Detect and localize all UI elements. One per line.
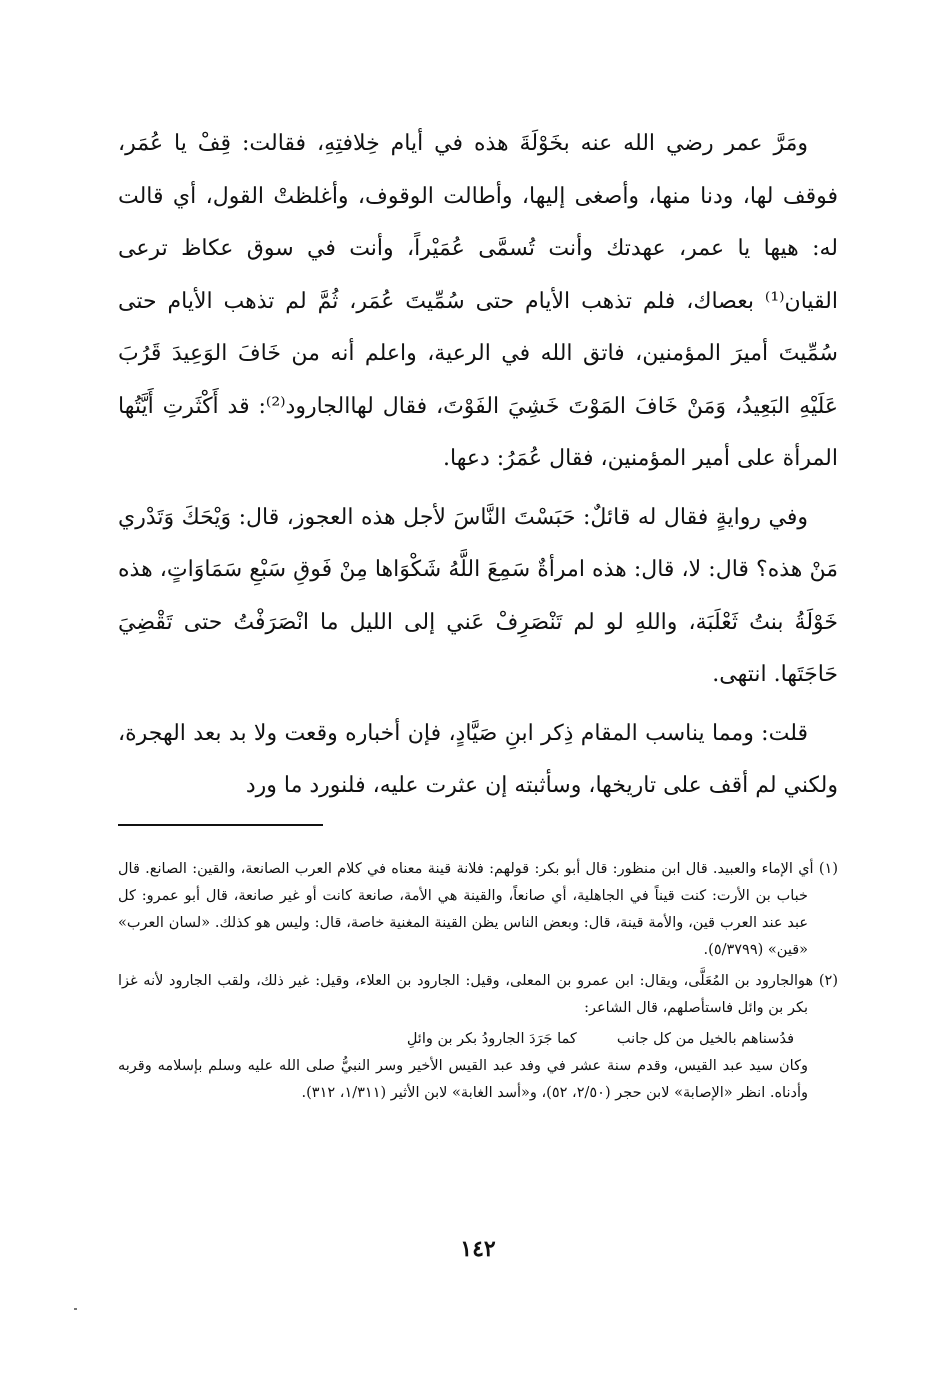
page-number: ١٤٢ — [460, 1236, 496, 1262]
paragraph-2: وفي روايةٍ فقال له قائلٌ: حَبَسْتَ النَّاسَ لأجل هذه العجوز، قال: وَيْحَكَ وَتَدْري مَنْ هذه؟ قال: لا، قال: هذه امرأةٌ سَمِعَ اللَّهُ شَكْوَاها مِنْ فَوقِ سَبْعِ سَمَاوَاتٍ، هذه خَوْلَةُ بنتُ ثَعْلَبَة، واللهِ لو لم تَنْصَرِفْ عَني إلى الليل ما انْصَرَفْتُ حتى تَقْضِيَ حَاجَتَها. انتهى. — [118, 504, 838, 687]
verse-first-hemistich: فدُسناهم بالخيل من كل جانب — [616, 1031, 794, 1047]
footnote-2: (٢) هوالجارود بن المُعَلَّى، ويقال: ابن عمرو بن المعلى، وقيل: الجارود بن العلاء، وقيل: غير ذلك، ولقب الجارود لأنه غزا بكر بن وائل فاستأصلهم، قال الشاعر: — [118, 973, 838, 1016]
page — [118, 118, 839, 1262]
footnotes — [118, 856, 838, 1107]
paragraph-3: قلت: ومما يناسب المقام ذِكر ابنِ صَيَّادٍ، فإن أخباره وقعت ولا بد بعد الهجرة، ولكني لم أقف على تاريخها، وسأثبته إن عثرت عليه، فلنورد ما ورد — [118, 720, 838, 798]
verse-second-hemistich: كما جَرَدَ الجارودُ بكر بن وائلِ — [406, 1031, 577, 1047]
scan-speck — [74, 1308, 77, 1310]
footnote-2-verse — [118, 1026, 838, 1053]
main-text — [118, 118, 838, 813]
footnote-separator — [118, 824, 323, 826]
footnote-2-continuation: وكان سيد عبد القيس، وقدم سنة عشر في وفد عبد القيس الأخير وسر النبيُّ صلى الله عليه وسلم بإسلامه وقربه وأدناه. انظر «الإصابة» لابن حجر (٢/٥٠، ٥٢)، و«أسد الغابة» لابن الأثير (١/٣١١، ٣١٢). — [118, 1058, 808, 1101]
footnote-1: (١) أي الإماء والعبيد. قال ابن منظور: قال أبو بكر: قولهم: فلانة قينة معناه في كلام العرب الصانعة، والقين: الصانع. قال خباب بن الأرت: كنت قيناً في الجاهلية، أي صانعاً، والقينة هي الأمة، صانعة كانت أو غير صانعة، قال أبو عمرو: كل عبد عند العرب قين، والأمة قينة، قال: وبعض الناس يظن القينة المغنية خاصة، قال: وليس هو كذلك. «لسان العرب» «قين» (٥/٣٧٩٩). — [118, 861, 838, 958]
paragraph-1: ومَرَّ عمر رضي الله عنه بخَوْلَةَ هذه في أيام خِلافتِهِ، فقالت: قِفْ يا عُمَر، فوقف لها، ودنا منها، وأصغى إليها، وأطالت الوقوف، وأغلظتْ القول، أي قالت له: هيها يا عمر، عهدتك وأنت تُسمَّى عُمَيْراً، وأنت في سوق عكاظ ترعى القيان⁽¹⁾ بعصاك، فلم تذهب الأيام حتى سُمِّيتَ عُمَر، ثُمَّ لم تذهب الأيام حتى سُمِّيتَ أميرَ المؤمنين، فاتق الله في الرعية، واعلم أنه من خَافَ الوَعِيدَ قَرُبَ عَلَيْهِ البَعِيدُ، وَمَنْ خَافَ المَوْتَ خَشِيَ الفَوْتَ، فقال لهاالجارود⁽²⁾: قد أَكْثَرتِ أَيَّتُها المرأة على أمير المؤمنين، فقال عُمَرُ: دعها. — [118, 131, 839, 471]
